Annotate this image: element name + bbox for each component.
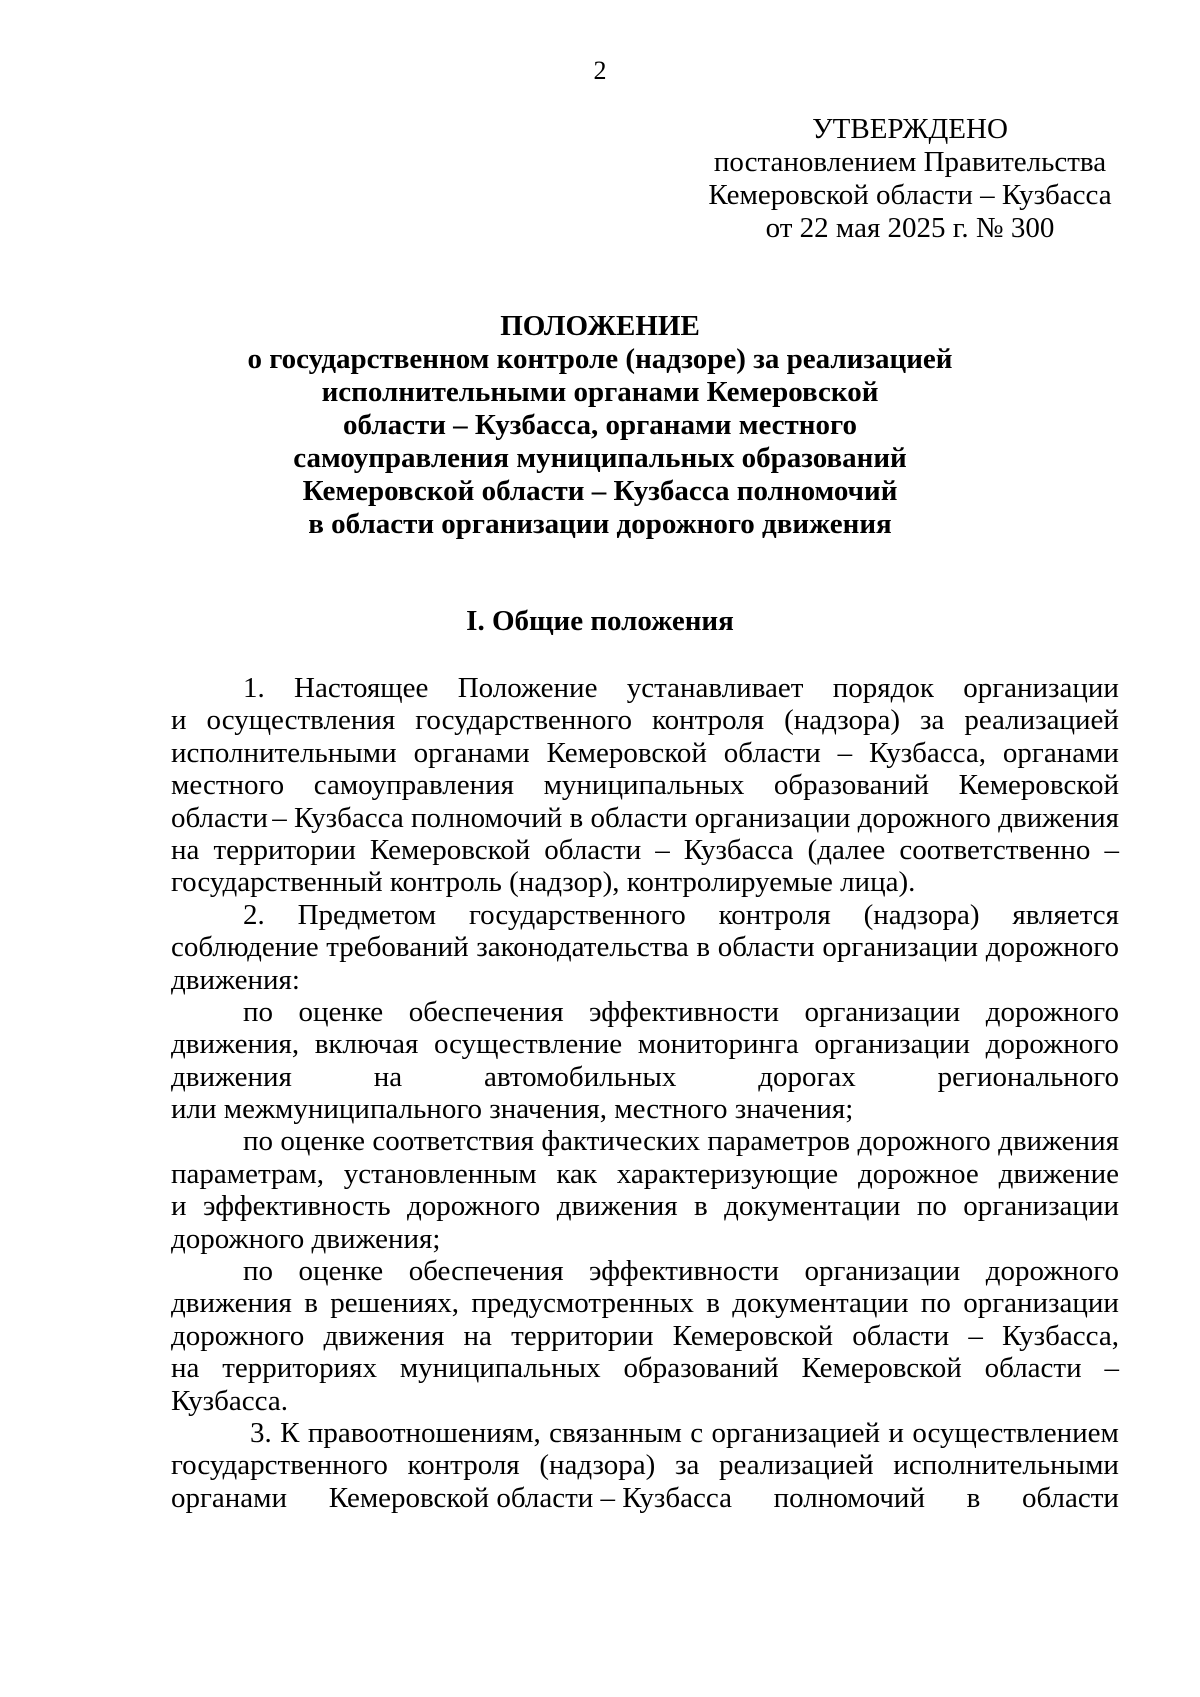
text-word: соответствия	[372, 1125, 535, 1158]
text-word: фактических	[541, 1125, 701, 1158]
text-word: –	[968, 1319, 983, 1352]
approval-line: УТВЕРЖДЕНО	[812, 113, 1008, 145]
text-word: Настоящее	[294, 672, 429, 704]
text-word: эффективность	[202, 1190, 391, 1223]
text-word: области	[717, 931, 815, 964]
text-word: по	[243, 995, 274, 1028]
text-word: дорожное	[857, 1157, 979, 1190]
text-word: дорогах	[758, 1060, 856, 1093]
text-word: области	[852, 1319, 950, 1352]
text-word: 3.	[250, 1416, 272, 1449]
text-word: в	[694, 1190, 708, 1223]
text-line	[171, 1190, 1119, 1222]
text-word: за	[920, 704, 945, 737]
text-word: организацией	[711, 1416, 881, 1449]
text-word: исполнительными	[893, 1449, 1119, 1482]
text-word: регионального	[937, 1060, 1119, 1093]
text-word: Кузбасса,	[869, 736, 987, 769]
text-word: параметрам,	[171, 1157, 324, 1190]
text-word: самоуправления	[313, 769, 515, 802]
text-word: 2.	[243, 898, 265, 931]
text-word: государственного	[171, 1449, 388, 1482]
text-word: и	[888, 1416, 904, 1449]
text-word: обеспечения	[408, 1255, 564, 1288]
text-word: –	[1104, 1352, 1119, 1385]
text-line	[171, 704, 1119, 736]
text-line	[171, 1028, 1119, 1060]
text-word: оценке	[298, 995, 384, 1028]
text-line	[171, 737, 1119, 769]
text-word: движение	[998, 1157, 1119, 1190]
text-word: дорожного движения;	[171, 1222, 441, 1255]
text-word: – Кузбасса полномочий в области организации дорожного движения	[272, 801, 1119, 834]
text-word: К	[280, 1416, 300, 1449]
text-word: установленным	[343, 1157, 537, 1190]
text-word: Кемеровской	[546, 736, 707, 769]
text-line	[171, 834, 1119, 866]
text-word: контроля	[652, 704, 765, 737]
text-word: территориях	[222, 1352, 377, 1385]
text-word: органами	[171, 1481, 288, 1514]
text-word: организации	[963, 1287, 1119, 1320]
text-word: государственного	[415, 704, 633, 737]
text-line	[171, 1158, 1119, 1190]
text-word: соответственно	[899, 833, 1091, 866]
text-word: дорожного	[985, 1028, 1119, 1061]
text-word: на	[171, 833, 200, 866]
text-word: Кемеровской	[369, 833, 531, 866]
text-word: за	[674, 1449, 700, 1482]
text-line	[171, 1449, 1119, 1481]
text-word: в	[304, 1287, 318, 1320]
text-line	[171, 899, 1119, 931]
text-word: Предметом	[297, 898, 437, 931]
text-word: эффективности	[589, 995, 779, 1028]
text-word: в	[966, 1481, 981, 1514]
approval-line: от 22 мая 2025 г. № 300	[765, 212, 1055, 244]
text-word: характеризующие	[616, 1157, 839, 1190]
text-word: и	[171, 704, 187, 737]
text-word: контроля	[718, 898, 831, 931]
text-word: автомобильных	[484, 1060, 677, 1093]
text-word: и	[171, 1190, 187, 1223]
text-word: муниципальных	[543, 769, 745, 802]
approval-line: Кемеровской области – Кузбасса	[708, 179, 1112, 211]
text-word: движения,	[171, 1028, 300, 1061]
text-word: обеспечения	[408, 995, 564, 1028]
text-word: осуществлением	[912, 1416, 1119, 1449]
text-word: оценке	[298, 1255, 384, 1288]
text-word: по	[916, 1190, 947, 1223]
title-line: о государственном контроле (надзоре) за реализацией	[247, 343, 953, 375]
text-word: требований	[326, 931, 469, 964]
text-word: правоотношениям,	[307, 1416, 541, 1449]
text-word: порядок	[832, 672, 934, 704]
text-word: (надзора)	[784, 704, 901, 737]
text-word: образований	[623, 1352, 779, 1385]
text-line	[171, 866, 1119, 898]
text-word: является	[1012, 898, 1119, 931]
text-word: Кемеровской области – Кузбасса	[328, 1481, 732, 1514]
text-line	[171, 802, 1119, 834]
text-line	[171, 1320, 1119, 1352]
text-word: организации	[963, 672, 1119, 704]
text-line	[171, 1093, 1119, 1125]
page-number: 2	[593, 56, 607, 85]
text-line	[171, 1385, 1119, 1417]
text-word: соблюдение	[171, 931, 319, 964]
text-word: по	[243, 1125, 274, 1158]
text-line	[171, 1125, 1119, 1157]
text-line	[171, 964, 1119, 996]
text-line	[171, 1223, 1119, 1255]
text-word: движения	[171, 1060, 292, 1093]
body-text	[171, 672, 1119, 1514]
text-line	[171, 769, 1119, 801]
text-word: осуществления	[206, 704, 396, 737]
text-word: дорожного	[171, 1319, 305, 1352]
text-word: движения	[998, 1125, 1119, 1158]
text-word: (надзора)	[539, 1449, 656, 1482]
approval-stamp	[680, 113, 1140, 245]
text-word: области	[1022, 1481, 1119, 1514]
section-heading: I. Общие положения	[466, 605, 734, 637]
text-word: на	[373, 1060, 403, 1093]
text-word: движения	[556, 1190, 678, 1223]
text-word: территории	[213, 833, 356, 866]
text-word: органами	[1002, 736, 1119, 769]
text-word: по	[920, 1287, 951, 1320]
title-line: самоуправления муниципальных образований	[293, 442, 907, 474]
text-line	[171, 672, 1119, 704]
text-word: области	[984, 1352, 1082, 1385]
text-word: области	[723, 736, 821, 769]
text-word: организации	[814, 1028, 971, 1061]
text-word: дорожного	[857, 1125, 991, 1158]
title-line: Кемеровской области – Кузбасса полномочий	[302, 475, 898, 507]
text-word: как	[556, 1157, 598, 1190]
text-word: организации	[963, 1190, 1119, 1223]
text-word: включая	[314, 1028, 419, 1061]
text-word: области	[544, 833, 642, 866]
text-word: организации	[804, 1255, 961, 1288]
text-line	[171, 996, 1119, 1028]
text-word: реализацией	[719, 1449, 874, 1482]
text-word: в	[706, 1287, 720, 1320]
text-word: муниципальных	[399, 1352, 601, 1385]
text-word: контроля	[407, 1449, 520, 1482]
text-word: организации	[822, 931, 979, 964]
text-word: полномочий	[773, 1481, 925, 1514]
title-line: исполнительными органами Кемеровской	[321, 376, 879, 408]
text-word: –	[655, 833, 670, 866]
text-line	[171, 1061, 1119, 1093]
text-word: организации	[804, 995, 961, 1028]
text-word: государственный контроль (надзор), контролируемые лица).	[171, 866, 916, 899]
text-word: оценке	[280, 1125, 366, 1158]
text-word: дорожного	[985, 995, 1119, 1028]
text-word: связанным	[549, 1416, 682, 1449]
text-word: осуществление	[433, 1028, 623, 1061]
text-word: Кемеровской	[801, 1352, 962, 1385]
text-word: (далее	[807, 833, 886, 866]
text-word: эффективности	[589, 1255, 779, 1288]
text-word: мониторинга	[637, 1028, 799, 1061]
text-word: Кемеровской	[958, 769, 1119, 802]
text-word: Кузбасса	[683, 833, 794, 866]
text-word: или межмуниципального значения, местного значения;	[171, 1093, 854, 1126]
text-word: Кемеровской	[672, 1319, 834, 1352]
text-word: государственного	[468, 898, 686, 931]
text-word: Положение	[457, 672, 598, 704]
title-line: области – Кузбасса, органами местного	[343, 409, 857, 441]
text-line	[171, 1287, 1119, 1319]
text-word: (надзора)	[863, 898, 980, 931]
text-word: в	[696, 931, 711, 964]
text-word: Кузбасса.	[171, 1384, 288, 1417]
title-line: ПОЛОЖЕНИЕ	[500, 310, 700, 342]
text-word: –	[1104, 833, 1119, 866]
text-word: Кузбасса,	[1001, 1319, 1119, 1352]
text-word: на	[171, 1352, 200, 1385]
text-word: местного	[171, 769, 285, 802]
document-title	[0, 310, 1200, 541]
text-word: органами	[413, 736, 530, 769]
text-word: –	[837, 736, 853, 769]
text-line	[171, 1255, 1119, 1287]
text-line	[171, 1417, 1119, 1449]
text-word: территории	[511, 1319, 654, 1352]
text-word: законодательства	[476, 931, 689, 964]
text-word: дорожного	[985, 1255, 1119, 1288]
text-word: решениях,	[330, 1287, 459, 1320]
text-word: предусмотренных	[471, 1287, 694, 1320]
text-word: движения:	[171, 963, 300, 996]
text-word: образований	[773, 769, 930, 802]
text-line	[171, 931, 1119, 963]
text-word: реализацией	[964, 704, 1119, 737]
text-word: документации	[732, 1287, 909, 1320]
text-word: дорожного	[985, 931, 1119, 964]
text-word: движения	[323, 1319, 445, 1352]
approval-line: постановлением Правительства	[713, 146, 1107, 178]
text-word: с	[690, 1416, 704, 1449]
text-word: параметров	[707, 1125, 851, 1158]
text-line	[171, 1352, 1119, 1384]
text-line	[171, 1482, 1119, 1514]
text-word: на	[463, 1319, 492, 1352]
text-word: 1.	[243, 672, 265, 704]
text-word: движения	[171, 1287, 292, 1320]
text-word: области	[171, 801, 268, 834]
text-word: по	[243, 1255, 274, 1288]
text-word: документации	[724, 1190, 901, 1223]
text-word: исполнительными	[171, 736, 397, 769]
text-word: дорожного	[407, 1190, 541, 1223]
text-word: устанавливает	[626, 672, 804, 704]
title-line: в области организации дорожного движения	[308, 508, 892, 540]
